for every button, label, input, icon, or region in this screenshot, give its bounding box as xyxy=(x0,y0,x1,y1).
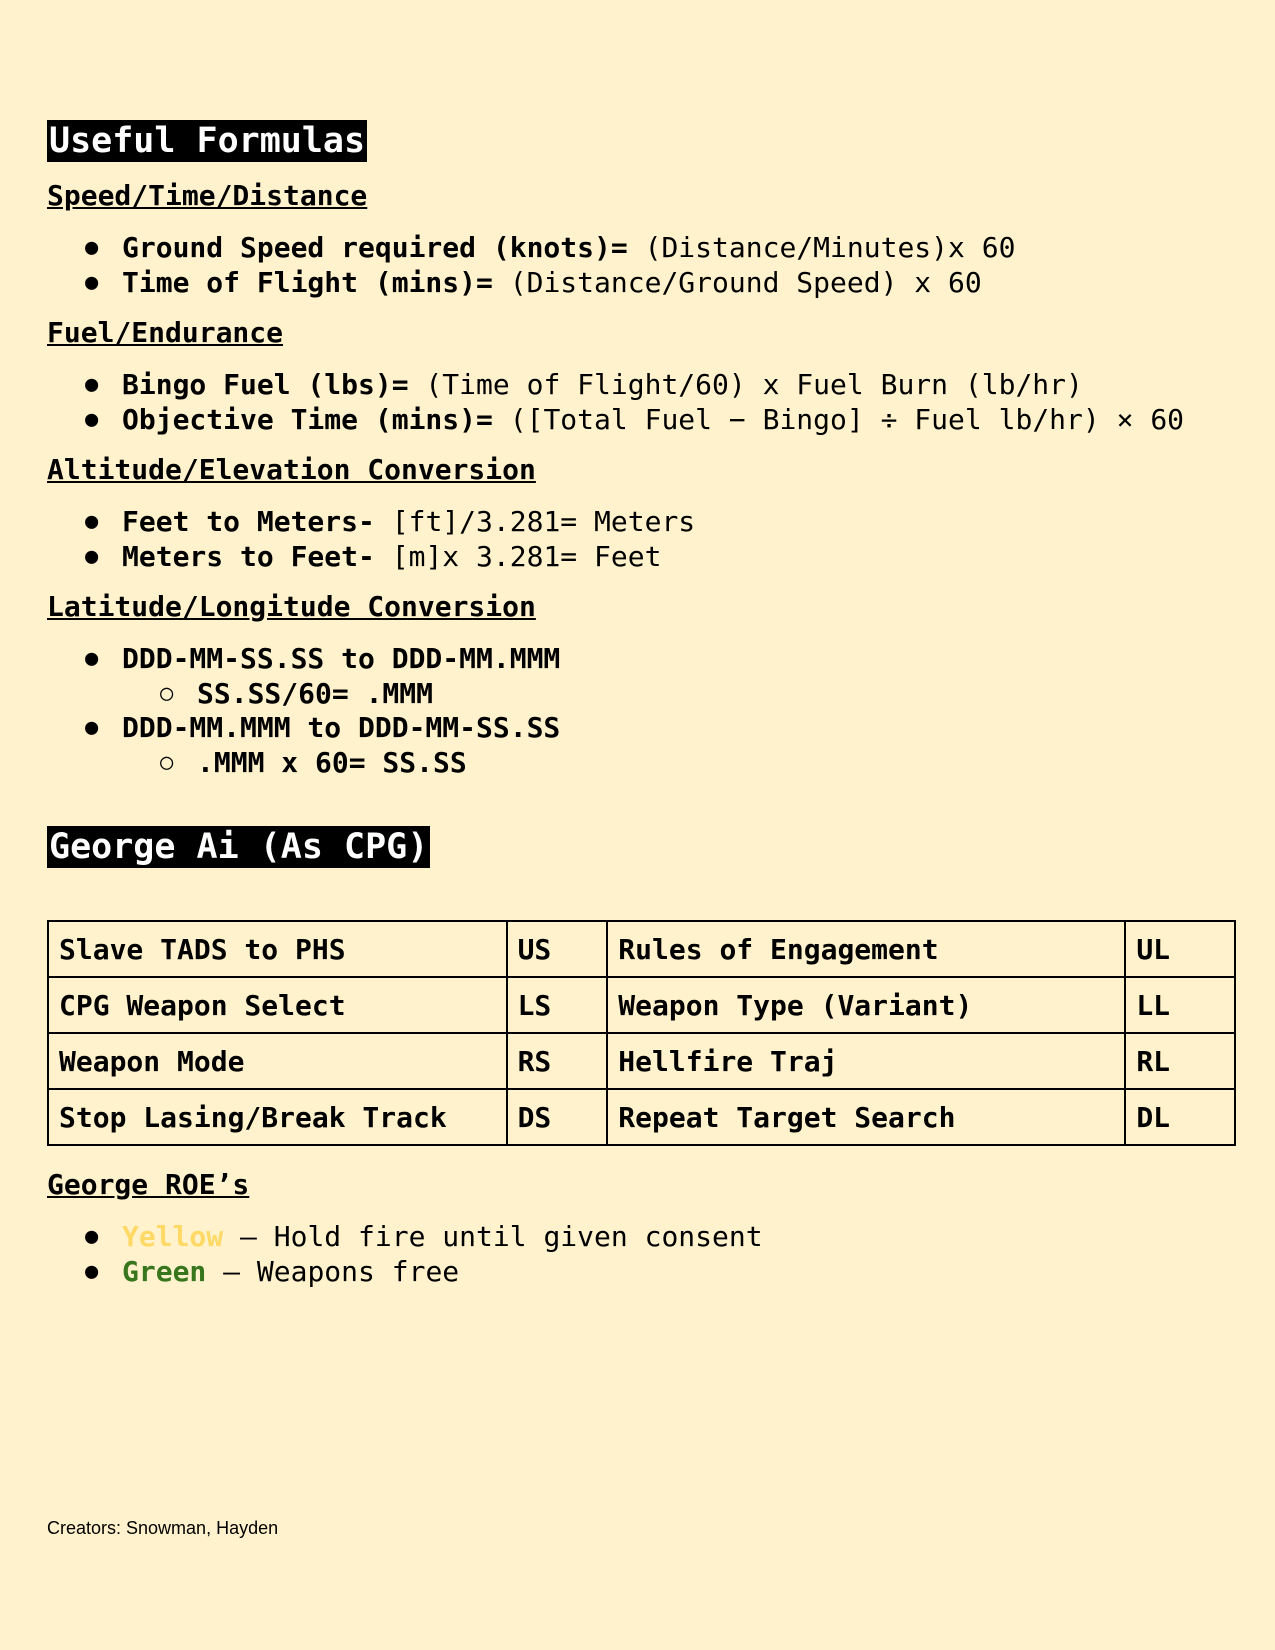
list-item xyxy=(47,403,1237,438)
formula-label: Ground Speed required (knots)= xyxy=(122,231,628,264)
table-cell: Rules of Engagement xyxy=(607,921,1125,977)
roe-green-label: Green xyxy=(122,1254,207,1288)
speed-section xyxy=(47,179,1237,300)
creators-footer: Creators: Snowman, Hayden xyxy=(47,1518,279,1538)
sub-list xyxy=(122,746,1237,781)
sub-list-item: ○ SS.SS/60= .MMM xyxy=(122,677,1237,712)
roe-description: – Weapons free xyxy=(206,1254,460,1288)
formula-text: [ft]/3.281= Meters xyxy=(374,505,696,538)
list-item xyxy=(47,642,1237,711)
useful-formulas-heading: Useful Formulas xyxy=(49,121,366,161)
sub-list-item: ○ .MMM x 60= SS.SS xyxy=(122,746,1237,781)
table-cell: Weapon Mode xyxy=(48,1033,507,1089)
altitude-conversion-title: Altitude/Elevation Conversion xyxy=(47,453,536,486)
table-row xyxy=(48,921,1235,977)
formula-text: [m]x 3.281= Feet xyxy=(374,539,662,573)
list-item xyxy=(47,505,1237,540)
table-cell: US xyxy=(507,921,608,977)
list-item xyxy=(47,540,1237,575)
formula-label: DDD-MM-SS.SS to DDD-MM.MMM xyxy=(122,642,561,675)
altitude-list xyxy=(47,505,1237,574)
fuel-list xyxy=(47,368,1237,437)
table-row xyxy=(48,1089,1235,1145)
roe-yellow-label: Yellow xyxy=(122,1220,224,1253)
list-item xyxy=(47,368,1237,403)
roe-description: – Hold fire until given consent xyxy=(223,1220,763,1253)
table-cell: LL xyxy=(1125,977,1235,1033)
table-cell: Weapon Type (Variant) xyxy=(607,977,1125,1033)
list-item xyxy=(47,1220,1237,1255)
roe-section xyxy=(47,1168,1237,1289)
formula-text: ([Total Fuel − Bingo] ÷ Fuel lb/hr) × 60 xyxy=(492,402,1185,436)
table-cell: CPG Weapon Select xyxy=(48,977,507,1033)
table-cell: Repeat Target Search xyxy=(607,1089,1125,1145)
table-cell: RL xyxy=(1125,1033,1235,1089)
formula-label: Objective Time (mins)= xyxy=(122,402,493,436)
latlong-conversion-title: Latitude/Longitude Conversion xyxy=(47,590,536,623)
george-ai-heading: George Ai (As CPG) xyxy=(49,827,429,867)
table-cell: UL xyxy=(1125,921,1235,977)
list-item xyxy=(47,266,1237,301)
table-cell: LS xyxy=(507,977,608,1033)
formula-text: (Distance/Minutes)x 60 xyxy=(627,231,1016,264)
table-cell: DS xyxy=(507,1089,608,1145)
table-cell: Slave TADS to PHS xyxy=(48,921,507,977)
sub-list xyxy=(122,677,1237,712)
formula-label: Feet to Meters- xyxy=(122,505,375,538)
george-controls-table xyxy=(47,920,1236,1146)
latlong-list xyxy=(47,642,1237,780)
formula-label: Time of Flight (mins)= xyxy=(122,265,493,299)
table-cell: DL xyxy=(1125,1089,1235,1145)
formula-text: (Time of Flight/60) x Fuel Burn (lb/hr) xyxy=(408,368,1083,401)
speed-list xyxy=(47,231,1237,300)
latlong-section xyxy=(47,590,1237,780)
list-item xyxy=(47,231,1237,266)
table-cell: Hellfire Traj xyxy=(607,1033,1125,1089)
list-item xyxy=(47,711,1237,780)
table-cell: RS xyxy=(507,1033,608,1089)
speed-time-distance-title: Speed/Time/Distance xyxy=(47,179,368,212)
formula-label: DDD-MM.MMM to DDD-MM-SS.SS xyxy=(122,711,561,744)
table-row xyxy=(48,977,1235,1033)
fuel-endurance-title: Fuel/Endurance xyxy=(47,316,284,349)
table-row xyxy=(48,1033,1235,1089)
altitude-section xyxy=(47,453,1237,574)
list-item xyxy=(47,1255,1237,1290)
formula-label: Meters to Feet- xyxy=(122,539,375,573)
formula-label: Bingo Fuel (lbs)= xyxy=(122,368,409,401)
table-cell: Stop Lasing/Break Track xyxy=(48,1089,507,1145)
roe-list xyxy=(47,1220,1237,1289)
george-roe-title: George ROE’s xyxy=(47,1168,250,1201)
formula-text: (Distance/Ground Speed) x 60 xyxy=(492,265,982,299)
document-page xyxy=(47,120,1237,1289)
fuel-section xyxy=(47,316,1237,437)
